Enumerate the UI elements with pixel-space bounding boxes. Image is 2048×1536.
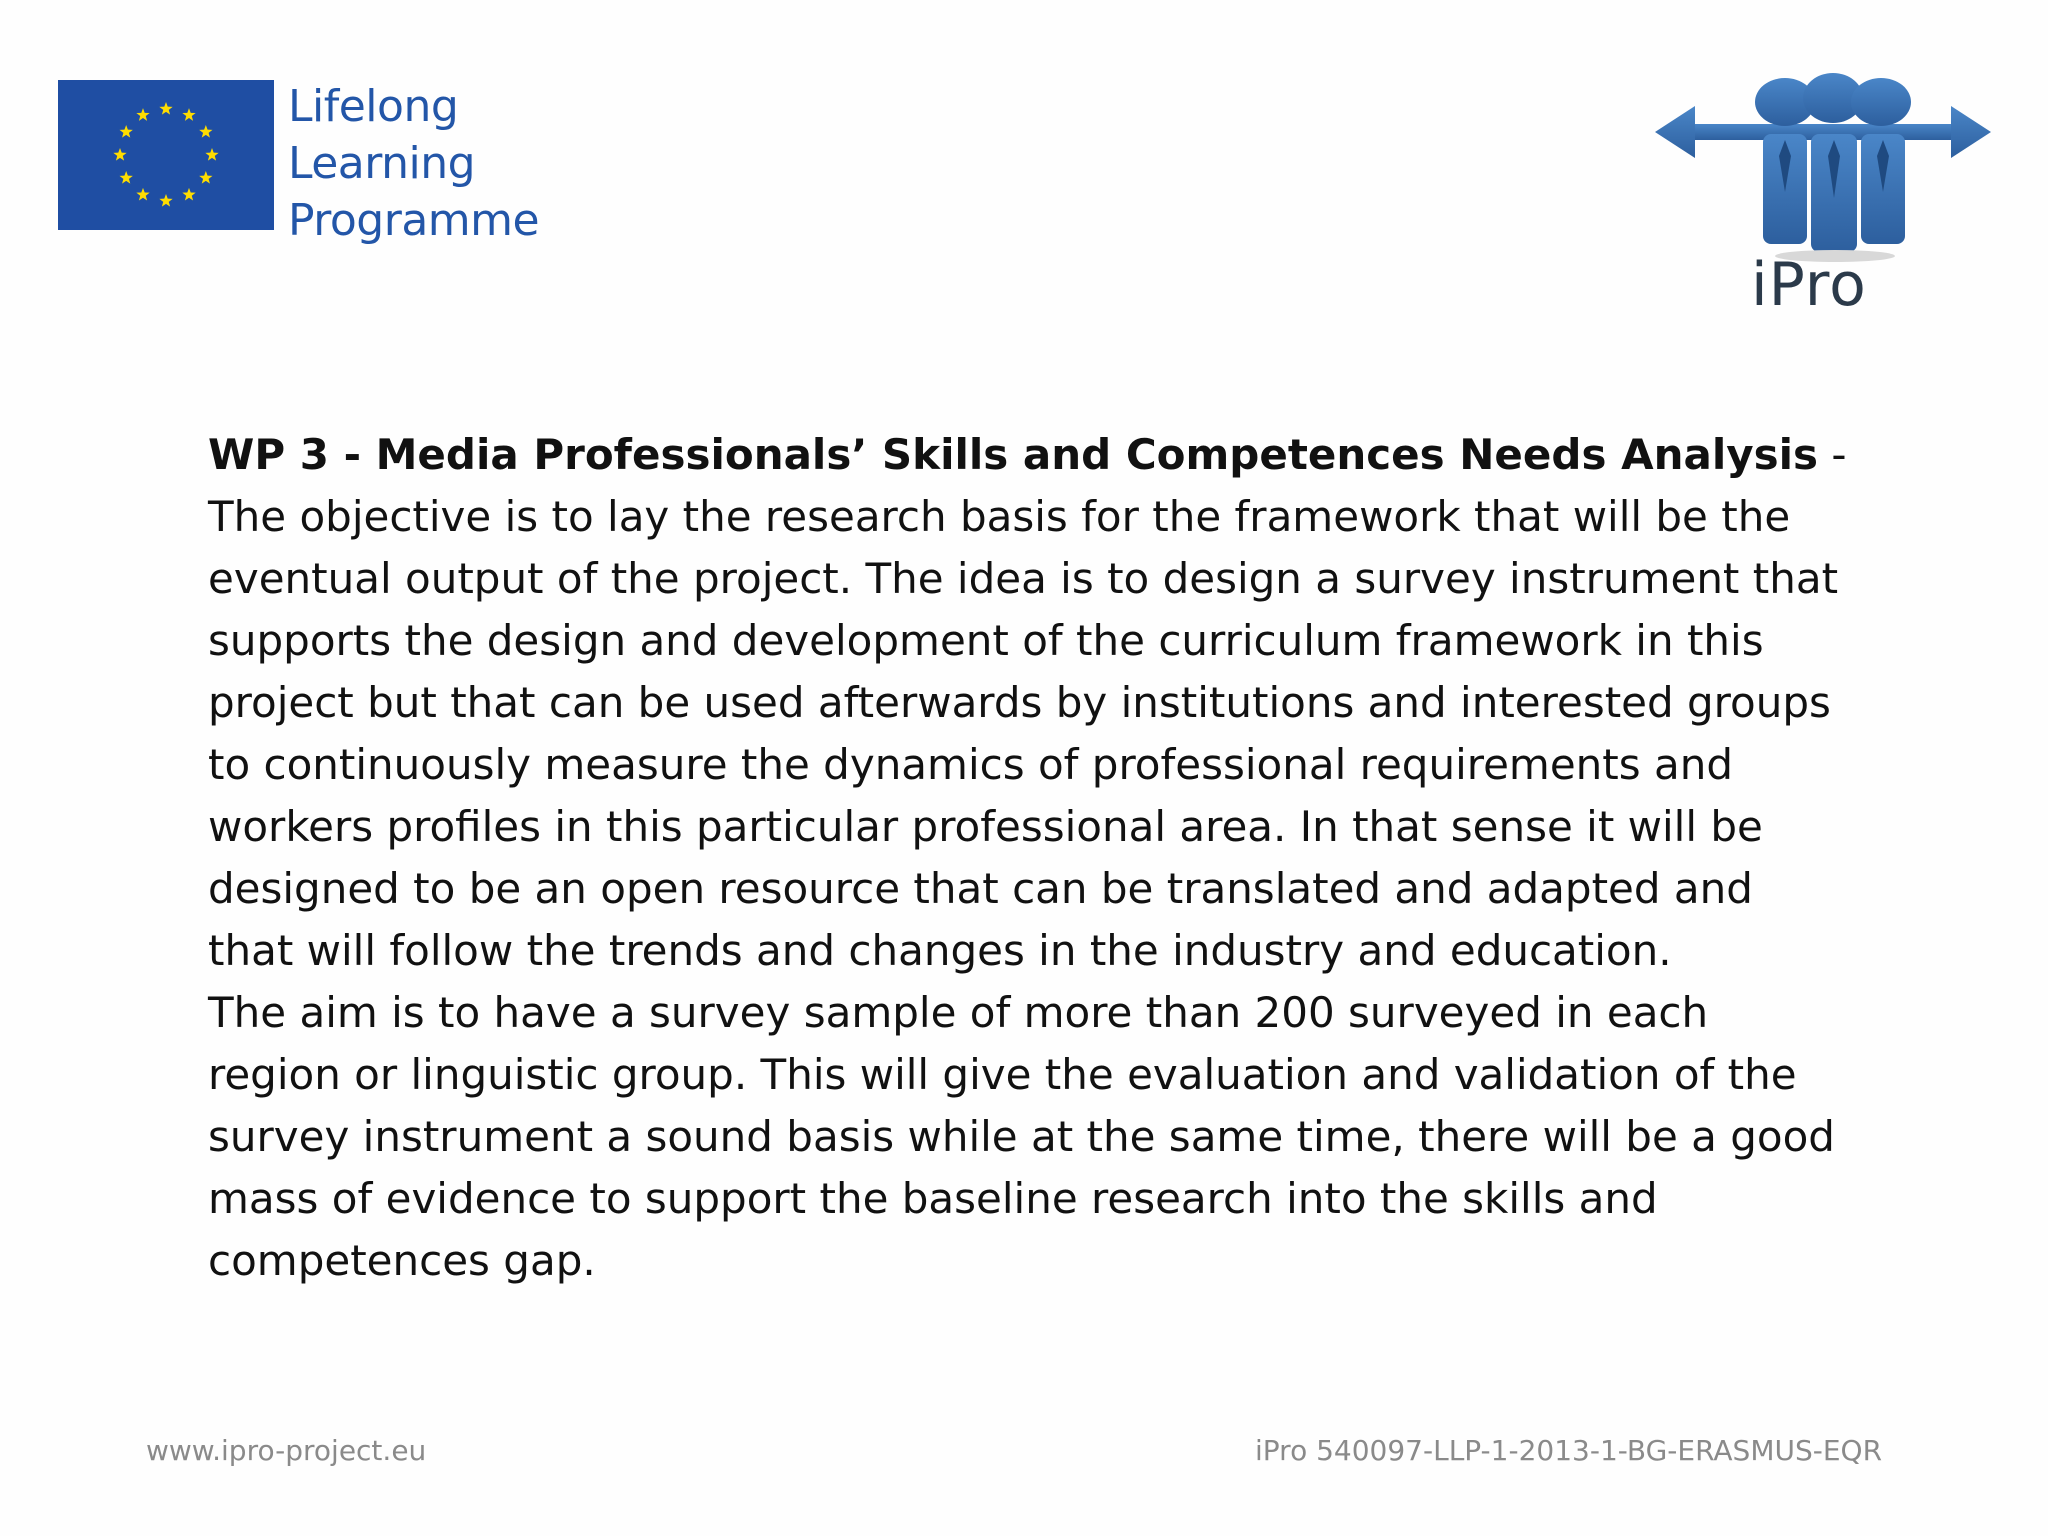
eu-programme-name <box>288 78 539 249</box>
wp3-description: - The objective is to lay the research basis for the framework that will be the eventual output of the project. The idea is to design a survey instrument that supports the design and development of the curriculum framework in this project but that can be used afterwards by institutions and interested groups to continuously measure the dynamics of professional requirements and workers profiles in this particular professional area. In that sense it will be designed to be an open resource that can be translated and adapted and that will follow the trends and changes in the industry and education. <box>208 430 1847 975</box>
ipro-logo <box>1655 72 1995 322</box>
eu-text-line-2: Learning <box>288 138 476 189</box>
footer-project-code: iPro 540097-LLP-1-2013-1-BG-ERASMUS-EQR <box>1255 1434 1883 1467</box>
wp3-title: WP 3 - Media Professionals’ Skills and Competences Needs Analysis <box>208 430 1819 479</box>
eu-lifelong-learning-logo <box>58 78 578 248</box>
ipro-people-arrows-icon <box>1655 72 1995 262</box>
footer-website-url: www.ipro-project.eu <box>146 1434 427 1467</box>
content-paragraph-2: The aim is to have a survey sample of more than 200 surveyed in each region or linguistic group. This will give the evaluation and validation of the survey instrument a sound basis while at the same time, there will be a good mass of evidence to support the baseline research into the skills and competences gap. <box>208 988 1835 1285</box>
content-paragraph-1 <box>208 424 1848 982</box>
eu-flag-icon <box>58 80 274 230</box>
main-content <box>208 424 1848 1292</box>
eu-text-line-3: Programme <box>288 195 540 246</box>
ipro-wordmark: iPro <box>1751 250 1867 320</box>
eu-text-line-1: Lifelong <box>288 81 459 132</box>
